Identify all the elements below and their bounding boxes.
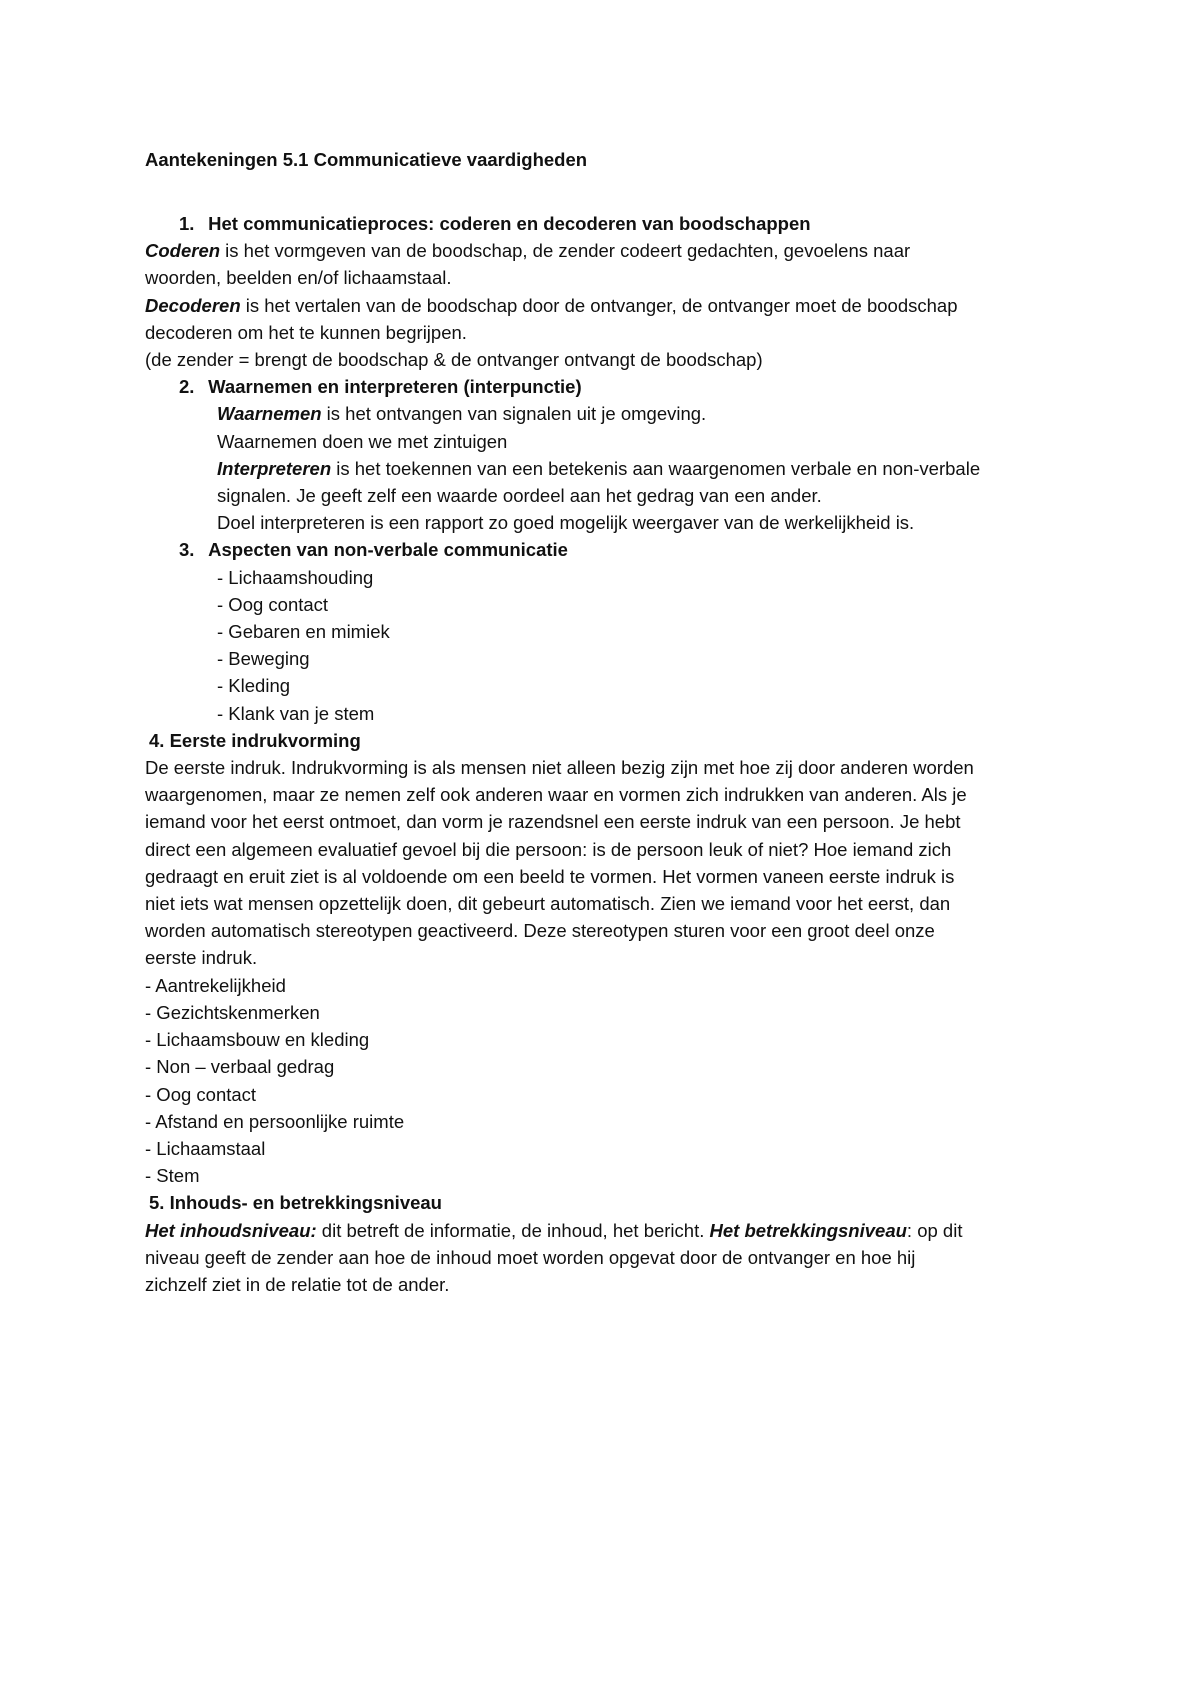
paragraph-line: worden automatisch stereotypen geactiveerd. Deze stereotypen sturen voor een groot deel onze [145, 920, 935, 942]
list-item: - Klank van je stem [217, 702, 375, 724]
section-1-number: 1. [179, 213, 195, 234]
zintuigen-line: Waarnemen doen we met zintuigen [217, 430, 508, 452]
list-item: - Oog contact [145, 1083, 257, 1105]
list-item: - Aantrekelijkheid [145, 974, 286, 996]
list-item: - Lichaamstaal [145, 1137, 266, 1159]
interpreteren-line-1 [145, 455, 1075, 482]
paragraph-line: gedraagt en eruit ziet is al voldoende om een beeld te vormen. Het vormen vaneen eerste indruk is [145, 865, 955, 887]
section-2-number: 2. [179, 376, 195, 398]
doel-interpreteren-line: Doel interpreteren is een rapport zo goed mogelijk weergaver van de werkelijkheid is. [217, 512, 915, 534]
list-item: - Lichaamshouding [217, 566, 374, 588]
inhoudsniveau-term: Het inhoudsniveau: [145, 1219, 317, 1241]
paragraph-line: eerste indruk. [145, 947, 258, 969]
coderen-line-2: woorden, beelden en/of lichaamstaal. [145, 267, 452, 289]
coderen-definition: is het vormgeven van de boodschap, de zender codeert gedachten, gevoelens naar [220, 240, 911, 262]
waarnemen-definition: is het ontvangen van signalen uit je omgeving. [321, 403, 707, 425]
betrekkingsniveau-term: Het betrekkingsniveau [709, 1219, 907, 1241]
list-item: - Gebaren en mimiek [217, 621, 390, 643]
list-item: - Gezichtskenmerken [145, 1001, 320, 1023]
list-item: - Afstand en persoonlijke ruimte [145, 1110, 405, 1132]
document-content [145, 146, 1075, 1298]
section-1-heading [145, 210, 1075, 237]
waarnemen-term: Waarnemen [217, 403, 322, 425]
paragraph-line: waargenomen, maar ze nemen zelf ook anderen waar en vormen zich indrukken van anderen. Als je [145, 784, 967, 806]
interpreteren-definition: is het toekennen van een betekenis aan waargenomen verbale en non-verbale [331, 457, 981, 479]
section-1-title: Het communicatieproces: coderen en decoderen van boodschappen [208, 213, 811, 234]
decoderen-definition: is het vertalen van de boodschap door de ontvanger, de ontvanger moet de boodschap [240, 294, 958, 316]
list-item: - Lichaamsbouw en kleding [145, 1029, 370, 1051]
decoderen-term: Decoderen [145, 294, 241, 316]
section-5-heading: 5. Inhouds- en betrekkingsniveau [149, 1192, 442, 1214]
decoderen-line-1 [145, 292, 1075, 319]
decoderen-line-2: decoderen om het te kunnen begrijpen. [145, 321, 467, 343]
list-item: - Non – verbaal gedrag [145, 1056, 335, 1078]
paragraph-line: direct een algemeen evaluatief gevoel bij die persoon: is de persoon leuk of niet? Hoe iemand zich [145, 838, 952, 860]
list-item: - Stem [145, 1165, 200, 1187]
niveau-line-1 [145, 1217, 1075, 1244]
paragraph-line: De eerste indruk. Indrukvorming is als mensen niet alleen bezig zijn met hoe zij door anderen worden [145, 757, 974, 779]
section-3-heading [145, 536, 1075, 563]
niveau-line-2: niveau geeft de zender aan hoe de inhoud moet worden opgevat door de ontvanger en hoe hij [145, 1246, 916, 1268]
inhoudsniveau-definition: dit betreft de informatie, de inhoud, het bericht. [316, 1219, 710, 1241]
list-item: - Beweging [217, 648, 310, 670]
paragraph-line: iemand voor het eerst ontmoet, dan vorm je razendsnel een eerste indruk van een persoon. Je hebt [145, 811, 961, 833]
list-item: - Kleding [217, 675, 291, 697]
interpreteren-term: Interpreteren [217, 457, 332, 479]
waarnemen-line [145, 400, 1075, 427]
section-3-title: Aspecten van non-verbale communicatie [208, 539, 568, 561]
section-2-heading [145, 373, 1075, 400]
betrekkingsniveau-definition-start: : op dit [906, 1219, 963, 1241]
page-title: Aantekeningen 5.1 Communicatieve vaardigheden [145, 149, 588, 170]
coderen-line-1 [145, 237, 1075, 264]
interpreteren-line-2: signalen. Je geeft zelf een waarde oordeel aan het gedrag van een ander. [217, 485, 822, 507]
list-item: - Oog contact [217, 593, 329, 615]
zender-ontvanger-note: (de zender = brengt de boodschap & de ontvanger ontvangt de boodschap) [145, 349, 763, 371]
section-4-heading: 4. Eerste indrukvorming [149, 729, 361, 751]
section-3-number: 3. [179, 539, 195, 561]
section-2-title: Waarnemen en interpreteren (interpunctie) [208, 376, 582, 398]
niveau-line-3: zichzelf ziet in de relatie tot de ander. [145, 1273, 450, 1295]
coderen-term: Coderen [145, 240, 221, 262]
paragraph-line: niet iets wat mensen opzettelijk doen, dit gebeurt automatisch. Zien we iemand voor het eerst, dan [145, 893, 951, 915]
